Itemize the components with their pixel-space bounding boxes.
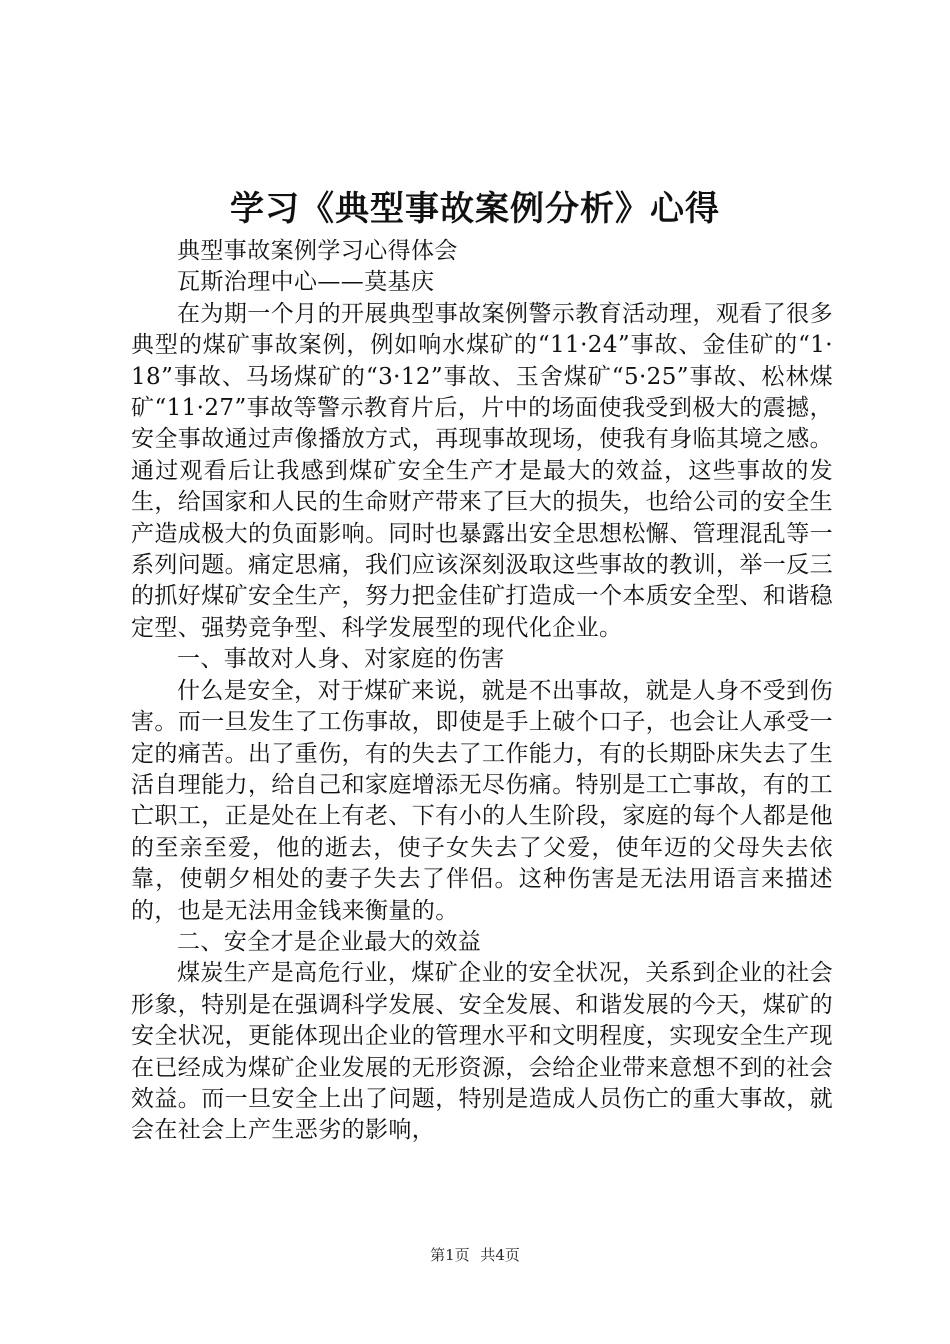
author-line: 瓦斯治理中心——莫基庆: [177, 269, 435, 296]
document-title: 学习《典型事故案例分析》心得: [230, 189, 720, 229]
section-heading-1: 一、事故对人身、对家庭的伤害: [177, 646, 505, 673]
section-heading-2: 二、安全才是企业最大的效益: [177, 928, 482, 955]
page-number-total: 共4页: [480, 1246, 520, 1264]
intro-paragraph: 在为期一个月的开展典型事故案例警示教育活动理，观看了很多典型的煤矿事故案例，例如响水煤矿的“11·24”事故、金佳矿的“1·18”事故、马场煤矿的“3·12”事故、玉舍煤矿“5·25”事故、松林煤矿“11·27”事故等警示教育片后，片中的场面使我受到极大的震撼，安全事故通过声像播放方式，再现事故现场，使我有身临其境之感。通过观看后让我感到煤矿安全生产才是最大的效益，这些事故的发生，给国家和人民的生命财产带来了巨大的损失，也给公司的安全生产造成极大的负面影响。同时也暴露出安全思想松懈、管理混乱等一系列问题。痛定思痛，我们应该深刻汲取这些事故的教训，举一反三的抓好煤矿安全生产，努力把金佳矿打造成一个本质安全型、和谐稳定型、强势竞争型、科学发展型的现代化企业。: [131, 300, 833, 641]
document-body: [131, 236, 833, 1147]
page-number-current: 第1页: [430, 1246, 470, 1264]
section-1-paragraph: 什么是安全，对于煤矿来说，就是不出事故，就是人身不受到伤害。而一旦发生了工伤事故，即使是手上破个口子，也会让人承受一定的痛苦。出了重伤，有的失去了工作能力，有的长期卧床失去了生活自理能力，给自己和家庭增添无尽伤痛。特别是工亡事故，有的工亡职工，正是处在上有老、下有小的人生阶段，家庭的每个人都是他的至亲至爱，他的逝去，使子女失去了父爱，使年迈的父母失去依靠，使朝夕相处的妻子失去了伴侣。这种伤害是无法用语言来描述的，也是无法用金钱来衡量的。: [131, 677, 833, 924]
section-2-paragraph: 煤炭生产是高危行业，煤矿企业的安全状况，关系到企业的社会形象，特别是在强调科学发展、安全发展、和谐发展的今天，煤矿的安全状况，更能体现出企业的管理水平和文明程度，实现安全生产现在已经成为煤矿企业发展的无形资源，会给企业带来意想不到的社会效益。而一旦安全上出了问题，特别是造成人员伤亡的重大事故，就会在社会上产生恶劣的影响，: [131, 960, 833, 1144]
subtitle-paragraph: 典型事故案例学习心得体会: [177, 238, 458, 264]
page-footer: [0, 1245, 950, 1265]
